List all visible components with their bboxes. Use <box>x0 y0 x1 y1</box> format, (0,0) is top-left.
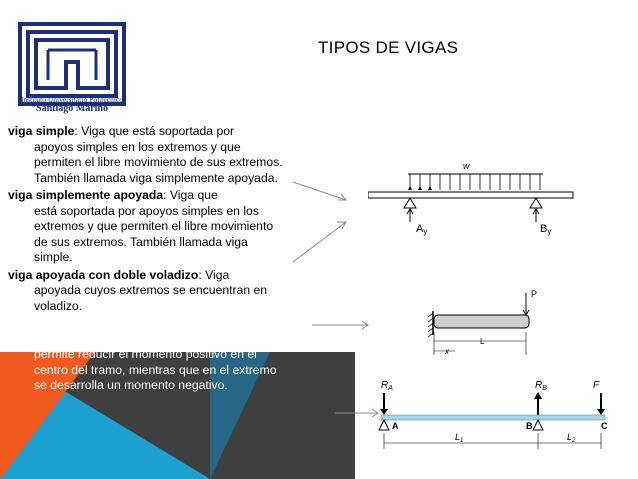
beam <box>434 315 529 328</box>
load-label: w <box>463 161 470 171</box>
definition-text-rest: está soportada por apoyos simples en los extremos y que permiten el libre movimiento de sus extremos. También llamada viga simple. <box>34 203 274 264</box>
reaction-a-label: $R_A$ <box>381 380 393 392</box>
support-b <box>530 198 542 208</box>
reaction-b-label: By <box>540 223 552 236</box>
arrow-to-diagram-1 <box>293 182 346 200</box>
definition-text-first: : Viga que está soportada por <box>74 124 235 138</box>
arrow-to-diagram-1-b <box>293 222 346 262</box>
support-a <box>404 198 416 208</box>
point-b-label: B <box>526 421 533 431</box>
definition-term: viga apoyada con doble voladizo <box>8 267 199 282</box>
definition-term: viga apoyada en voladizo <box>8 316 155 330</box>
diagram-cantilever <box>425 285 550 355</box>
position-label: x <box>445 347 449 355</box>
definition-text-rest: apoyos simples en los extremos y que permiten el libre movimiento de sus extremos. También llamada viga simplemente apoyada. <box>34 139 283 185</box>
support-a <box>379 420 389 430</box>
reaction-b-label: $R_B$ <box>535 380 547 392</box>
diagram-simple-beam <box>368 160 588 250</box>
definition-text-first: : Viga que <box>163 188 218 202</box>
definition-term: viga simplemente apoyada <box>8 188 164 202</box>
diagram-overhang-beam <box>375 377 615 477</box>
definition-text-rest: apoyada cuyos extremos se encuentran en voladizo. <box>34 283 268 313</box>
length-l2-label: $L_2$ <box>567 432 576 444</box>
logo-line-2: "Santiago Mariño" <box>30 102 114 114</box>
beam <box>368 192 573 198</box>
beam <box>381 415 605 420</box>
definition-term: viga simple <box>8 124 75 138</box>
point-load-label: P <box>531 289 538 299</box>
logo-line-1: Instituto Universitario Politécnico <box>20 95 124 104</box>
reaction-a-label: Ay <box>416 223 428 236</box>
length-label: L <box>480 337 485 346</box>
page-title: TIPOS DE VIGAS <box>318 38 459 57</box>
support-b <box>533 420 543 430</box>
definition-text-first: : Viga <box>198 267 230 282</box>
point-a-label: A <box>392 421 399 431</box>
definition-text-rest: apoyada con un extremo en voladizo, que permite reducir el momento positivo en el centro del tramo, mientras que en el extremo se desarrolla un momento negativo. <box>34 331 277 392</box>
force-label: F <box>593 380 600 391</box>
definition-text-first: : Viga <box>154 316 186 330</box>
length-l1-label: $L_1$ <box>455 432 464 444</box>
point-c-label: C <box>601 421 608 431</box>
